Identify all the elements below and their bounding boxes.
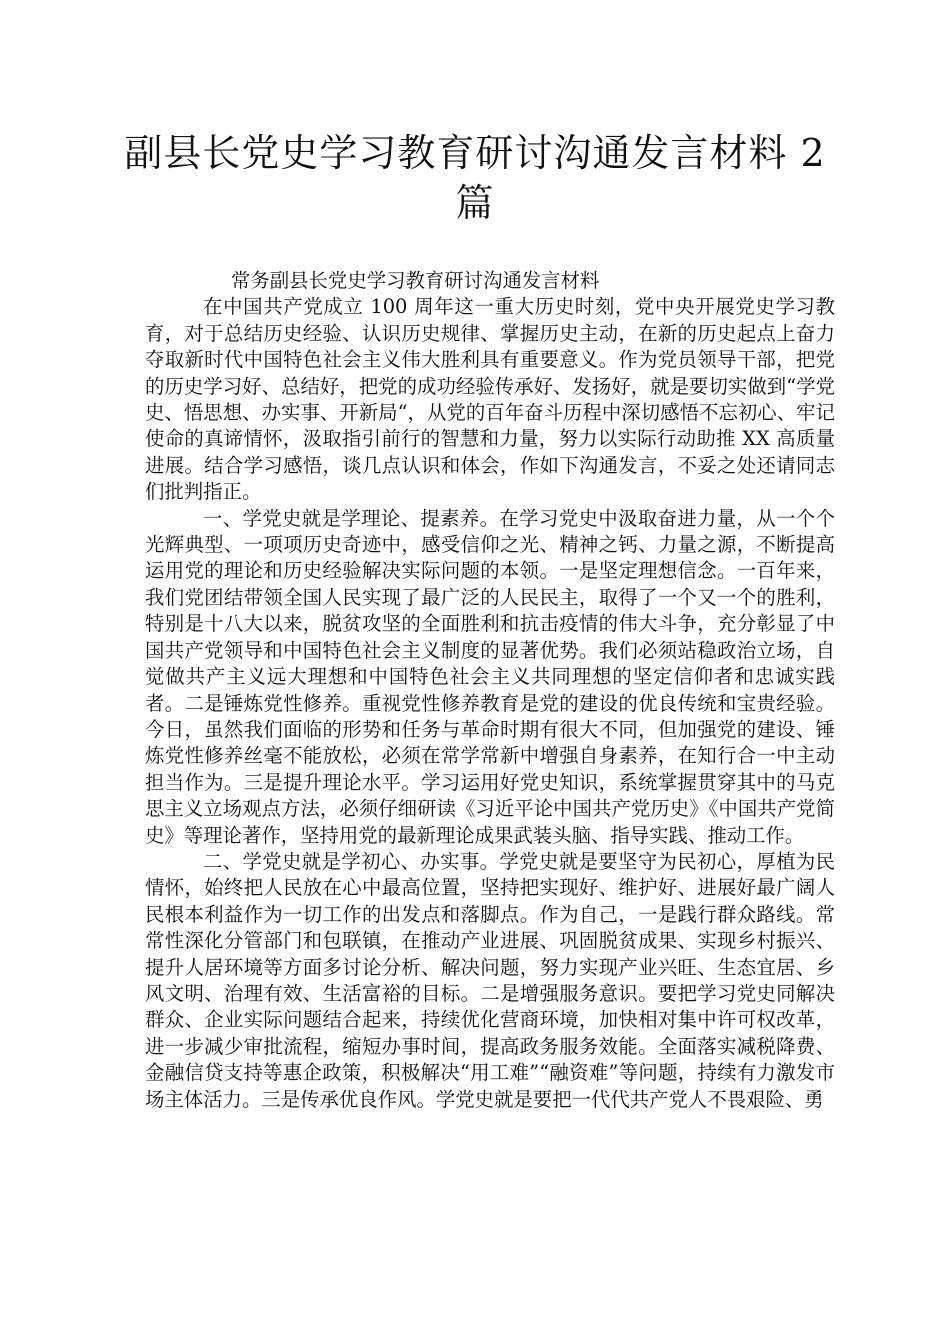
document-subtitle: 常务副县长党史学习教育研讨沟通发言材料 <box>231 269 600 292</box>
document-body <box>145 268 835 1113</box>
paragraph-section-two: 二、学党史就是学初心、办实事。学党史就是要坚守为民初心，厚植为民情怀，始终把人民放在心中最高位置，坚持把实现好、维护好、进展好最广阔人民根本利益作为一切工作的出发点和落脚点。作为自己，一是践行群众路线。常常性深化分管部门和包联镇，在推动产业进展、巩固脱贫成果、实现乡村振兴、提升人居环境等方面多讨论分析、解决问题，努力实现产业兴旺、生态宜居、乡风文明、治理有效、生活富裕的目标。二是增强服务意识。要把学习党史同解决群众、企业实际问题结合起来，持续优化营商环境，加快相对集中许可权改革，进一步减少审批流程，缩短办事时间，提高政务服务效能。全面落实减税降费、金融信贷支持等惠企政策，积极解决“用工难”“融资难”等问题，持续有力激发市场主体活力。三是传承优良作风。学党史就是要把一代代共产党人不畏艰险、勇 <box>145 849 835 1111</box>
paragraph-intro: 在中国共产党成立 100 周年这一重大历史时刻，党中央开展党史学习教育，对于总结历史经验、认识历史规律、掌握历史主动，在新的历史起点上奋力夺取新时代中国特色社会主义伟大胜利具有重要意义。作为党员领导干部，把党的历史学习好、总结好，把党的成功经验传承好、发扬好，就是要切实做到“学党史、悟思想、办实事、开新局“，从党的百年奋斗历程中深切感悟不忘初心、牢记使命的真谛情怀，汲取指引前行的智慧和力量，努力以实际行动助推 XX 高质量进展。结合学习感悟，谈几点认识和体会，作如下沟通发言，不妥之处还请同志们批判指正。 <box>145 295 835 504</box>
paragraph-section-one: 一、学党史就是学理论、提素养。在学习党史中汲取奋进力量，从一个个光辉典型、一项项历史奇迹中，感受信仰之光、精神之钙、力量之源，不断提高运用党的理论和历史经验解决实际问题的本领。一是坚定理想信念。一百年来，我们党团结带领全国人民实现了最广泛的人民民主，取得了一个又一个的胜利，特别是十八大以来，脱贫攻坚的全面胜利和抗击疫情的伟大斗争，充分彰显了中国共产党领导和中国特色社会主义制度的显著优势。我们必须站稳政治立场，自觉做共产主义远大理想和中国特色社会主义共同理想的坚定信仰者和忠诚实践者。二是锤炼党性修养。重视党性修养教育是党的建设的优良传统和宝贵经验。今日，虽然我们面临的形势和任务与革命时期有很大不同，但加强党的建设、锤炼党性修养丝毫不能放松，必须在常学常新中增强自身素养，在知行合一中主动担当作为。三是提升理论水平。学习运用好党史知识，系统掌握贯穿其中的马克思主义立场观点方法，必须仔细研读《习近平论中国共产党历史》《中国共产党简史》等理论著作，坚持用党的最新理论成果武装头脑、指导实践、推动工作。 <box>145 506 835 847</box>
document-title: 副县长党史学习教育研讨沟通发言材料 2 篇 <box>124 131 826 225</box>
